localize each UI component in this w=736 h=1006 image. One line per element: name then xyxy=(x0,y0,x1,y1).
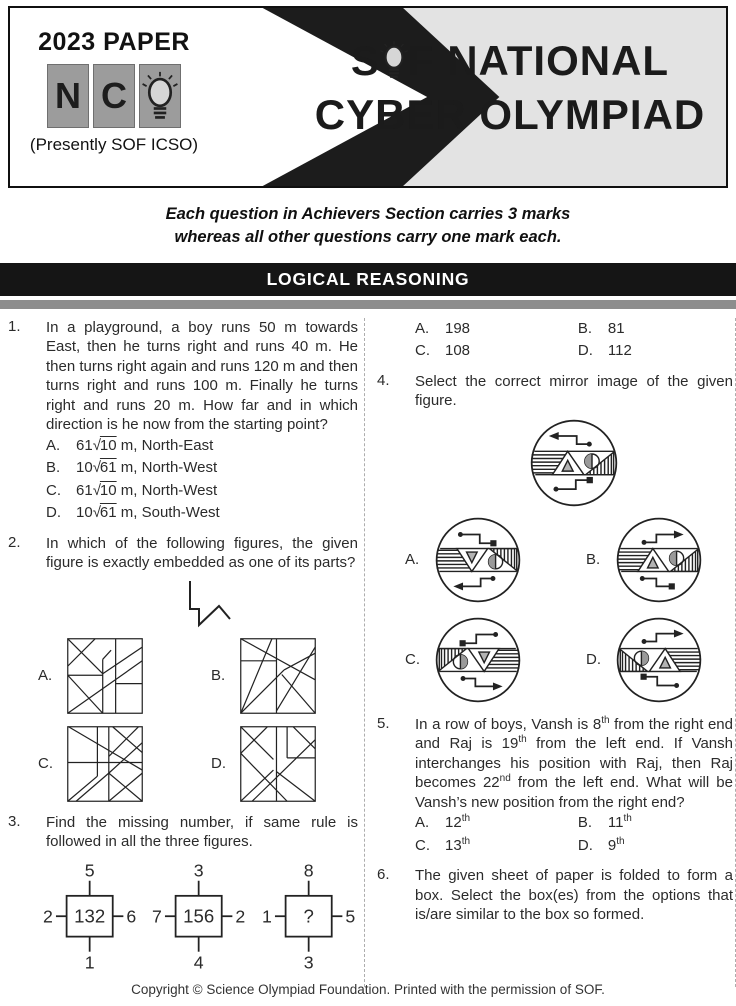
q4-given-figure xyxy=(529,418,619,508)
logo-lightbulb-tile xyxy=(139,64,181,128)
q4-option-a: A. xyxy=(405,516,552,604)
olympiad-title xyxy=(306,34,714,142)
q3-option-b: B. 81 xyxy=(577,319,625,337)
q3-options-grid xyxy=(415,318,733,363)
title-s: S xyxy=(350,37,380,84)
q2-option-a: A. xyxy=(38,638,185,714)
q4-figure-d xyxy=(615,616,703,704)
q3-figure-1 xyxy=(40,858,139,978)
q4-figure-a xyxy=(434,516,522,604)
sqrt-symbol: √ xyxy=(92,436,101,454)
questions-area xyxy=(0,309,736,987)
section-title-bar: LOGICAL REASONING xyxy=(0,263,736,296)
svg-text:156: 156 xyxy=(183,905,215,927)
question-number: 6. xyxy=(377,866,390,884)
q2-option-figures xyxy=(38,638,358,802)
option-value: 10√61 m, South-West xyxy=(76,504,220,522)
q4-figure-c xyxy=(434,616,522,704)
sqrt-symbol: √ xyxy=(92,481,101,499)
q3-option-a: A. 198 xyxy=(415,319,471,337)
question-number: 1. xyxy=(8,317,21,335)
q1-option-d: D. 10√61 m, South-West xyxy=(46,502,358,525)
page-header xyxy=(8,6,728,188)
q3-figure-3 xyxy=(259,858,358,978)
svg-text:132: 132 xyxy=(74,905,106,927)
svg-text:7: 7 xyxy=(152,906,163,927)
question-number: 2. xyxy=(8,533,21,551)
question-2 xyxy=(8,534,358,804)
question-6 xyxy=(377,866,733,925)
svg-text:3: 3 xyxy=(303,952,314,973)
svg-text:4: 4 xyxy=(194,952,204,973)
copyright-footer: Copyright © Science Olympiad Foundation. Printed with the permission of SOF. xyxy=(131,982,605,997)
right-column xyxy=(365,318,736,987)
question-number: 4. xyxy=(377,371,390,389)
question-text: In a row of boys, Vansh is 8th from the right end and Raj is 19th from the left end. If Vansh interchanges his position with Raj, then Raj becomes 22nd from the left end. What will be Vansh’s new position from the right end? xyxy=(415,714,733,811)
title-line-2: CYBER OLYMPIAD xyxy=(314,90,706,138)
logo-letter-n: N xyxy=(47,64,89,128)
question-number: 5. xyxy=(377,714,390,732)
q2-figure-a xyxy=(67,638,143,714)
question-text: Find the missing number, if same rule is followed in all the three figures. xyxy=(46,813,358,851)
logo-letter-c: C xyxy=(93,64,135,128)
question-1 xyxy=(8,318,358,525)
q3-figure-2 xyxy=(149,858,248,978)
left-column xyxy=(8,318,365,987)
paper-year-label: 2023 PAPER xyxy=(38,28,190,56)
question-4 xyxy=(377,372,733,706)
question-3 xyxy=(8,813,358,978)
svg-text:1: 1 xyxy=(84,952,95,973)
svg-text:5: 5 xyxy=(345,906,355,927)
question-5 xyxy=(377,715,733,858)
nco-logo-block xyxy=(16,28,212,155)
q5-option-d: D. 9th xyxy=(577,835,625,854)
svg-text:2: 2 xyxy=(43,906,53,927)
question-number: 3. xyxy=(8,812,21,830)
q3-option-d: D. 112 xyxy=(577,342,632,360)
nco-logo xyxy=(16,64,212,128)
notice-line-2: whereas all other questions carry one mark each. xyxy=(174,228,562,247)
q3-option-c: C. 108 xyxy=(415,342,471,360)
q1-option-b: B. 10√61 m, North-West xyxy=(46,457,358,480)
svg-text:8: 8 xyxy=(303,860,314,881)
q5-option-c: C. 13th xyxy=(415,835,471,854)
question-3-options xyxy=(377,318,733,363)
lightbulb-icon xyxy=(142,71,178,121)
q1-option-a: A. 61√10 m, North-East xyxy=(46,435,358,458)
presently-subtitle: (Presently SOF ICSO) xyxy=(29,135,199,154)
q4-option-figures xyxy=(405,516,733,704)
option-value: 10√61 m, North-West xyxy=(76,459,218,477)
option-value: 61√10 m, North-West xyxy=(76,481,218,499)
question-text: In a playground, a boy runs 50 m towards East, then he turns right and runs 40 m. He then turns right again and runs 120 m and then turns right and runs 100 m. Finally he turns right and runs 20 m. How far and in which direction is he now from the starting point? xyxy=(46,318,358,434)
q2-option-b: B. xyxy=(211,638,358,714)
q2-figure-d xyxy=(240,726,316,802)
q4-figure-b xyxy=(615,516,703,604)
svg-text:?: ? xyxy=(303,905,314,927)
section-underline-bar xyxy=(0,300,736,309)
q5-options-grid xyxy=(415,812,733,857)
q3-number-figures xyxy=(40,858,358,978)
sqrt-symbol: √ xyxy=(92,459,101,477)
q5-option-a: A. 12th xyxy=(415,813,471,832)
marks-notice xyxy=(0,203,736,250)
svg-text:1: 1 xyxy=(261,906,272,927)
q5-option-b: B. 11th xyxy=(577,813,632,832)
svg-text:5: 5 xyxy=(84,860,95,881)
q2-given-zigzag-figure xyxy=(162,579,242,629)
sqrt-symbol: √ xyxy=(92,504,101,522)
svg-text:6: 6 xyxy=(126,906,137,927)
q2-option-d: D. xyxy=(211,726,358,802)
title-line-1 xyxy=(306,34,714,88)
q4-option-c: C. xyxy=(405,616,552,704)
q1-option-c: C. 61√10 m, North-West xyxy=(46,480,358,503)
option-value: 61√10 m, North-East xyxy=(76,436,214,454)
svg-text:2: 2 xyxy=(235,906,246,927)
q4-option-d: D. xyxy=(586,616,733,704)
question-text: In which of the following figures, the given figure is exactly embedded as one of its parts? xyxy=(46,534,358,572)
title-f-national: F NATIONAL xyxy=(407,37,670,84)
question-text: Select the correct mirror image of the given figure. xyxy=(415,372,733,410)
lightbulb-icon xyxy=(380,40,408,80)
q2-figure-b xyxy=(240,638,316,714)
svg-text:3: 3 xyxy=(194,860,204,881)
question-text: The given sheet of paper is folded to form a box. Select the box(es) from the options that is/are similar to the box so formed. xyxy=(415,867,733,924)
q2-figure-c xyxy=(67,726,143,802)
q2-option-c: C. xyxy=(38,726,185,802)
notice-line-1: Each question in Achievers Section carries 3 marks xyxy=(165,205,571,223)
q4-option-b: B. xyxy=(586,516,733,604)
